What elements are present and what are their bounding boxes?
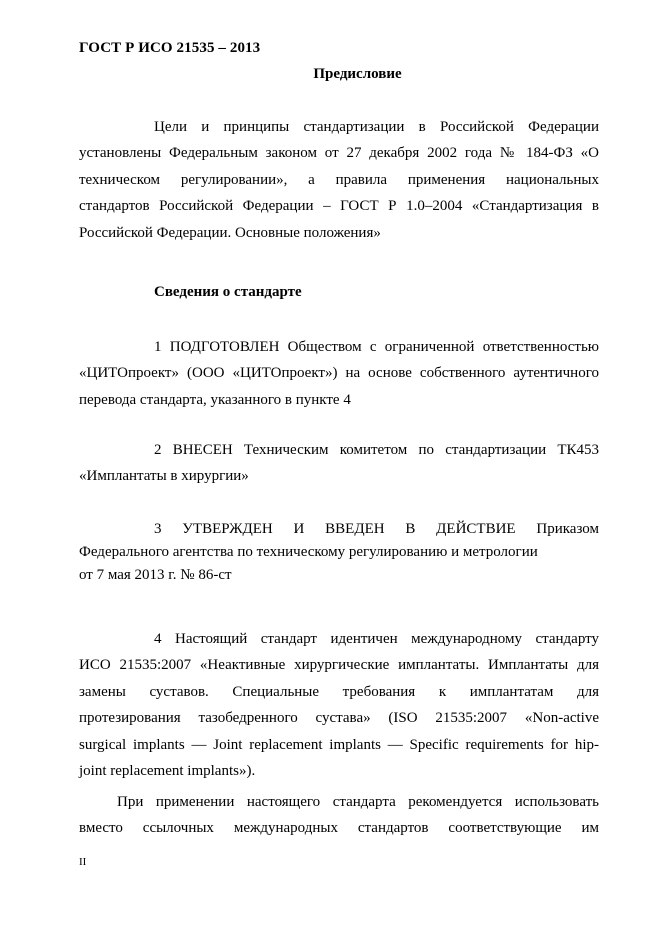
text-line: ИСО 21535:2007 «Неактивные хирургические имплантаты. Имплантаты для xyxy=(79,657,599,674)
text-line: surgical implants — Joint replacement implants — Specific requirements for hip- xyxy=(79,736,599,753)
item-2-paragraph xyxy=(79,437,599,490)
text-line: Цели и принципы стандартизации в Российской Федерации xyxy=(154,119,599,135)
text-line: от 7 мая 2013 г. № 86-ст xyxy=(79,567,232,584)
text-line: joint replacement implants»). xyxy=(79,763,256,780)
item-4-paragraph xyxy=(79,626,599,784)
text-line: протезирования тазобедренного сустава» (ISO 21535:2007 «Non-active xyxy=(79,710,599,727)
text-line: установлены Федеральным законом от 27 декабря 2002 года № 184-ФЗ «О xyxy=(79,145,599,162)
preface-title-text: Предисловие xyxy=(313,66,402,82)
text-line: вместо ссылочных международных стандартов соответствующие им xyxy=(79,820,599,837)
standard-code-header: ГОСТ Р ИСО 21535 – 2013 xyxy=(79,40,261,56)
text-line: техническом регулировании», а правила применения национальных xyxy=(79,171,599,188)
text-line: Российской Федерации. Основные положения» xyxy=(79,224,381,241)
item-3-paragraph xyxy=(79,516,599,588)
page-number: II xyxy=(79,856,87,868)
text-line: замены суставов. Специальные требования к имплантатам для xyxy=(79,683,599,700)
text-line: 4 Настоящий стандарт идентичен международному стандарту xyxy=(154,631,599,647)
text-line: 2 ВНЕСЕН Техническим комитетом по стандартизации ТК453 xyxy=(154,442,599,458)
text-line: стандартов Российской Федерации – ГОСТ Р 1.0–2004 «Стандартизация в xyxy=(79,198,599,215)
intro-paragraph xyxy=(79,114,599,246)
item-1-paragraph xyxy=(79,334,599,413)
usage-paragraph xyxy=(79,789,599,842)
text-line: При применении настоящего стандарта рекомендуется использовать xyxy=(117,794,599,810)
text-line: «Имплантаты в хирургии» xyxy=(79,468,249,485)
text-line: 1 ПОДГОТОВЛЕН Обществом с ограниченной ответственностью xyxy=(154,339,599,355)
text-line: 3 УТВЕРЖДЕН И ВВЕДЕН В ДЕЙСТВИЕ Приказом xyxy=(154,521,599,537)
text-line: «ЦИТОпроект» (ООО «ЦИТОпроект») на основе собственного аутентичного xyxy=(79,365,599,382)
text-line: Федерального агентства по техническому регулированию и метрологии xyxy=(79,544,538,561)
text-line: перевода стандарта, указанного в пункте 4 xyxy=(79,391,351,408)
info-heading: Сведения о стандарте xyxy=(154,284,302,300)
preface-title xyxy=(0,66,661,83)
